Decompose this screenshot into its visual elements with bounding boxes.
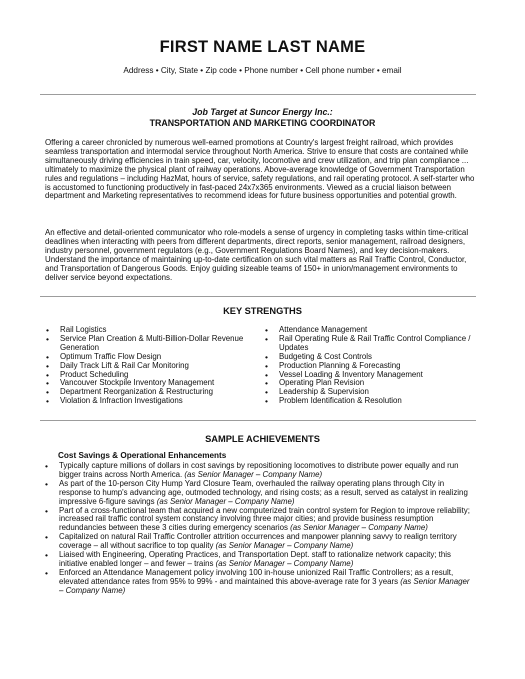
role-note: (as Senior Manager – Company Name) bbox=[215, 541, 354, 551]
job-target-title: TRANSPORTATION AND MARKETING COORDINATOR bbox=[149, 118, 376, 128]
list-item: • Capitalized on natural Rail Traffic Controller attrition occurrences and manpower planning savvy to realign territory coverage – all without sacrifice to top quality (as Senior Manager – Company Name) bbox=[45, 533, 475, 551]
key-strengths-heading: KEY STRENGTHS bbox=[223, 306, 302, 316]
list-item: • Daily Track Lift & Rail Car Monitoring bbox=[46, 362, 256, 371]
list-item: • Vessel Loading & Inventory Management bbox=[265, 371, 477, 380]
list-item: • Optimum Traffic Flow Design bbox=[46, 353, 256, 362]
job-target-line: Job Target at Suncor Energy Inc.: bbox=[192, 107, 333, 117]
list-item: • Violation & Infraction Investigations bbox=[46, 397, 256, 406]
achievements-heading: SAMPLE ACHIEVEMENTS bbox=[205, 434, 320, 444]
achievements-subheading: Cost Savings & Operational Enhancements bbox=[58, 451, 227, 460]
role-note: (as Senior Manager – Company Name) bbox=[59, 576, 470, 595]
contact-line: Address • City, State • Zip code • Phone number • Cell phone number • email bbox=[123, 66, 402, 75]
list-item: • Liaised with Engineering, Operating Practices, and Transportation Dept. staff to rationalize network capacity; this initiative enabled longer – and fewer – trains (as Senior Manager – Company Name) bbox=[45, 551, 475, 569]
list-item: • Vancouver Stockpile Inventory Management bbox=[46, 379, 256, 388]
list-item: • Part of a cross-functional team that acquired a new computerized train control system for Region to improve reliability; increased rail traffic control system constancy involving three major cities; and provide business resumption redundancies between these 3 cities during emergency scenarios (as Senior Manager – Company Name) bbox=[45, 507, 475, 534]
summary-paragraph-1: Offering a career chronicled by numerous well-earned promotions at Country's largest freight railroad, which provides seamless transportation and intermodal service throughout North America. Strive to ensure that costs are contained while simultaneously driving efficiencies in train speed, car, velocity, locomotive and crew utilization, and trip plan compliance ... ultimately to maximize the physical plant of railway operations. Above-average knowledge of Government Transportation rules and regulations – including HazMat, hours of service, safety regulations, and rail operating protocol. A self-starter who is accustomed to functioning productively in fast-paced 24x7x365 environments. Viewed as a crucial liaison between department and Marketing representatives to recommend ideas for future business opportunities and potential growth. bbox=[45, 138, 475, 201]
list-item: • Rail Operating Rule & Rail Traffic Control Compliance / Updates bbox=[265, 335, 477, 353]
list-item: • Attendance Management bbox=[265, 326, 477, 335]
divider bbox=[40, 296, 476, 297]
list-item: • Service Plan Creation & Multi-Billion-Dollar Revenue Generation bbox=[46, 335, 256, 353]
list-item: • Enforced an Attendance Management policy involving 100 in-house unionized Rail Traffic Controllers; as a result, elevated attendance rates from 95% to 99% - and maintained this above-average rate for 3 years (as Senior Manager – Company Name) bbox=[45, 569, 475, 596]
achievements-list bbox=[45, 462, 475, 596]
list-item: • As part of the 10-person City Hump Yard Closure Team, overhauled the railway operating plans through City in response to hump's advancing age, outmoded technology, and rising costs; as a result, served as catalyst in realizing impressive 6-figure savings (as Senior Manager – Company Name) bbox=[45, 480, 475, 507]
divider bbox=[40, 94, 476, 95]
list-item: • Typically capture millions of dollars in cost savings by repositioning locomotives to distribute power equally and run bigger trains across North America. (as Senior Manager – Company Name) bbox=[45, 462, 475, 480]
role-note: (as Senior Manager – Company Name) bbox=[184, 469, 323, 479]
role-note: (as Senior Manager – Company Name) bbox=[215, 558, 354, 568]
list-item: • Production Planning & Forecasting bbox=[265, 362, 477, 371]
summary-paragraph-2: An effective and detail-oriented communicator who role-models a sense of urgency in completing tasks within time-critical deadlines when interacting with peers from different departments, direct reports, senior management, railroad designers, industry personnel, government regulators (e.g., Government Regulations Board Names), and key decision-makers. Understand the importance of maintaining up-to-date certification on such vital matters as Rail Traffic Control, Conductor, and Transportation of Dangerous Goods. Enjoy guiding sizeable teams of 150+ in union/management environments to deliver service beyond expectations. bbox=[45, 228, 469, 282]
list-item: • Department Reorganization & Restructuring bbox=[46, 388, 256, 397]
list-item: • Product Scheduling bbox=[46, 371, 256, 380]
list-item: • Problem Identification & Resolution bbox=[265, 397, 477, 406]
list-item: • Rail Logistics bbox=[46, 326, 256, 335]
strengths-left-list bbox=[46, 326, 256, 406]
list-item: • Operating Plan Revision bbox=[265, 379, 477, 388]
role-note: (as Senior Manager – Company Name) bbox=[290, 523, 428, 533]
strengths-right-list bbox=[265, 326, 477, 406]
role-note: (as Senior Manager – Company Name) bbox=[156, 496, 295, 506]
divider bbox=[40, 420, 476, 421]
list-item: • Leadership & Supervision bbox=[265, 388, 477, 397]
candidate-name: FIRST NAME LAST NAME bbox=[159, 38, 366, 56]
list-item: • Budgeting & Cost Controls bbox=[265, 353, 477, 362]
